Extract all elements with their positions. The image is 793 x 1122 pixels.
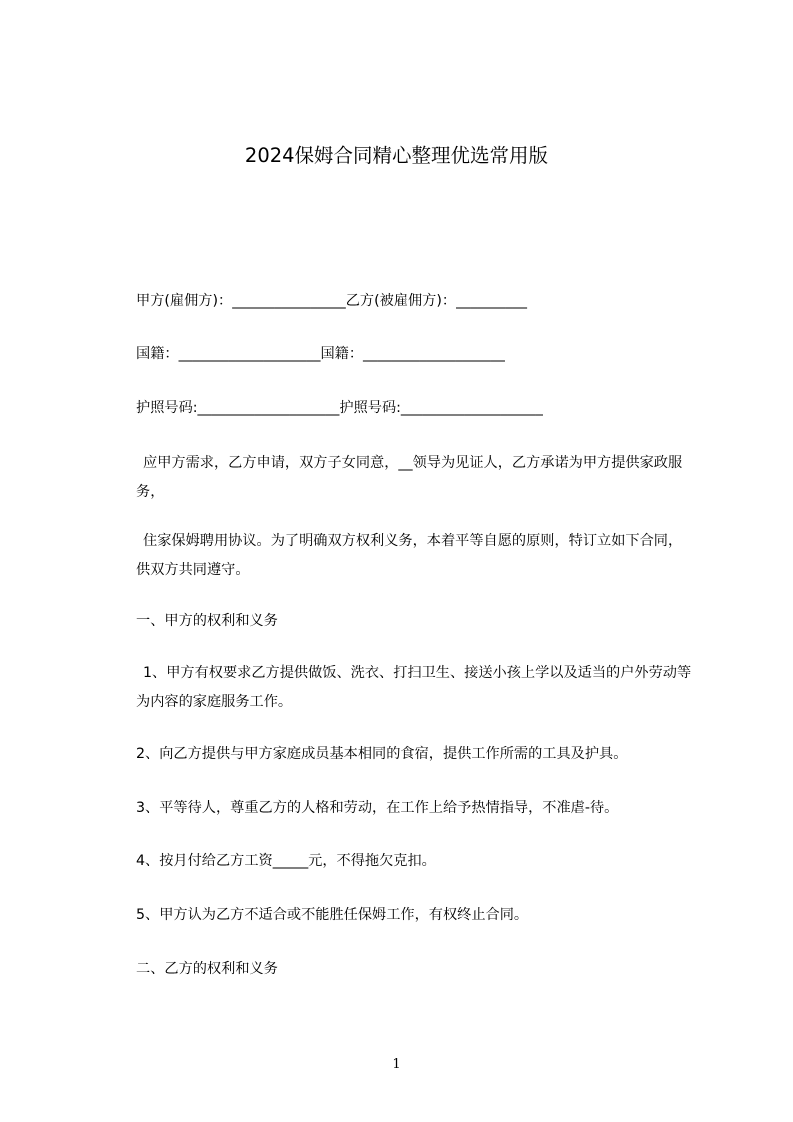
section-1-heading: 一、甲方的权利和义务: [136, 613, 278, 629]
nationality-line: 国籍：____________________国籍：____________________: [136, 346, 505, 362]
page-number: 1: [392, 1057, 401, 1072]
passport-line: 护照号码:____________________护照号码:____________________: [136, 400, 543, 416]
agreement-paragraph: 住家保姆聘用协议。为了明确双方权利义务，本着平等自愿的原则，特订立如下合同，供双方共同遵守。: [136, 533, 683, 578]
section-2-heading: 二、乙方的权利和义务: [136, 961, 278, 977]
party-line: 甲方(雇佣方)：________________乙方(被雇佣方)：__________: [136, 293, 528, 309]
clause-3: 3、平等待人，尊重乙方的人格和劳动，在工作上给予热情指导，不准虐-待。: [136, 800, 619, 816]
clause-2: 2、向乙方提供与甲方家庭成员基本相同的食宿，提供工作所需的工具及护具。: [136, 746, 628, 762]
intro-paragraph: 应甲方需求，乙方申请，双方子女同意，__领导为见证人，乙方承诺为甲方提供家政服务，: [136, 455, 683, 500]
page-title: 2024保姆合同精心整理优选常用版: [244, 144, 549, 167]
clause-5: 5、甲方认为乙方不适合或不能胜任保姆工作，有权终止合同。: [136, 907, 529, 923]
clause-4: 4、按月付给乙方工资_____元，不得拖欠克扣。: [136, 853, 436, 869]
clause-1: 1、甲方有权要求乙方提供做饭、洗衣、打扫卫生、接送小孩上学以及适当的户外劳动等为内容的家庭服务工作。: [136, 665, 692, 710]
